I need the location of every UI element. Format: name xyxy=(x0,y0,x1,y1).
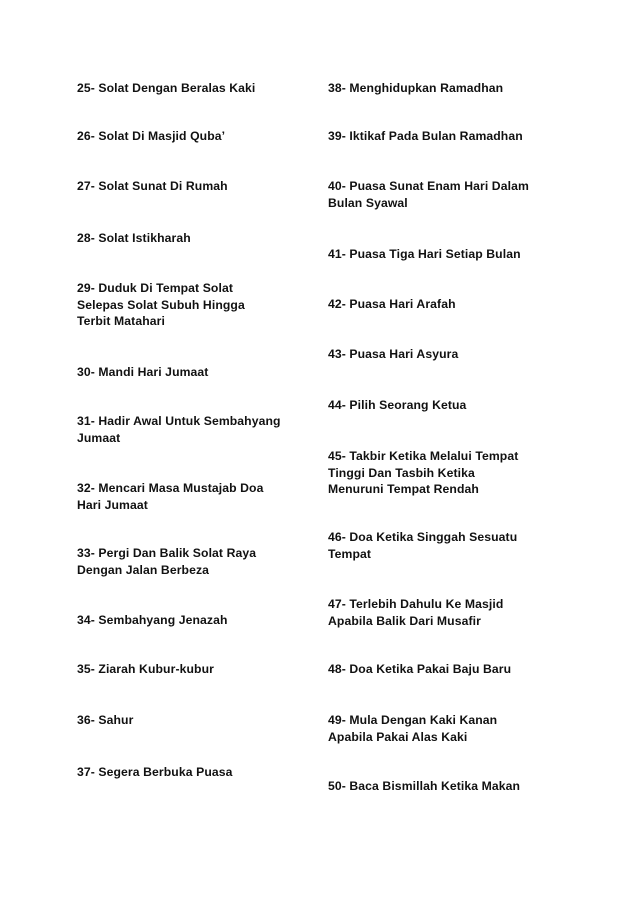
list-item-45: 45- Takbir Ketika Melalui Tempat Tinggi Dan Tasbih Ketika Menuruni Tempat Rendah xyxy=(328,449,519,496)
list-item-30: 30- Mandi Hari Jumaat xyxy=(77,365,209,379)
list-item-33: 33- Pergi Dan Balik Solat Raya Dengan Jalan Berbeza xyxy=(77,546,257,577)
list-item-31: 31- Hadir Awal Untuk Sembahyang Jumaat xyxy=(77,414,281,445)
list-item-34: 34- Sembahyang Jenazah xyxy=(77,613,228,627)
list-item-35: 35- Ziarah Kubur-kubur xyxy=(77,662,214,676)
list-item-27: 27- Solat Sunat Di Rumah xyxy=(77,179,228,193)
list-item-26: 26- Solat Di Masjid Quba’ xyxy=(77,129,226,143)
list-item-28: 28- Solat Istikharah xyxy=(77,231,191,245)
list-item-50: 50- Baca Bismillah Ketika Makan xyxy=(328,779,521,793)
list-item-43: 43- Puasa Hari Asyura xyxy=(328,347,459,361)
list-item-39: 39- Iktikaf Pada Bulan Ramadhan xyxy=(328,129,523,143)
list-item-32: 32- Mencari Masa Mustajab Doa Hari Jumaat xyxy=(77,481,264,512)
list-item-40: 40- Puasa Sunat Enam Hari Dalam Bulan Syawal xyxy=(328,179,529,210)
list-item-25: 25- Solat Dengan Beralas Kaki xyxy=(77,81,256,95)
list-item-47: 47- Terlebih Dahulu Ke Masjid Apabila Balik Dari Musafir xyxy=(328,597,504,628)
list-item-29: 29- Duduk Di Tempat Solat Selepas Solat Subuh Hingga Terbit Matahari xyxy=(77,281,245,328)
list-item-42: 42- Puasa Hari Arafah xyxy=(328,297,456,311)
list-item-44: 44- Pilih Seorang Ketua xyxy=(328,398,467,412)
list-item-49: 49- Mula Dengan Kaki Kanan Apabila Pakai Alas Kaki xyxy=(328,713,498,744)
list-item-41: 41- Puasa Tiga Hari Setiap Bulan xyxy=(328,247,521,261)
list-item-36: 36- Sahur xyxy=(77,713,134,727)
list-item-38: 38- Menghidupkan Ramadhan xyxy=(328,81,504,95)
list-item-46: 46- Doa Ketika Singgah Sesuatu Tempat xyxy=(328,530,518,561)
list-item-37: 37- Segera Berbuka Puasa xyxy=(77,765,233,779)
list-item-48: 48- Doa Ketika Pakai Baju Baru xyxy=(328,662,512,676)
